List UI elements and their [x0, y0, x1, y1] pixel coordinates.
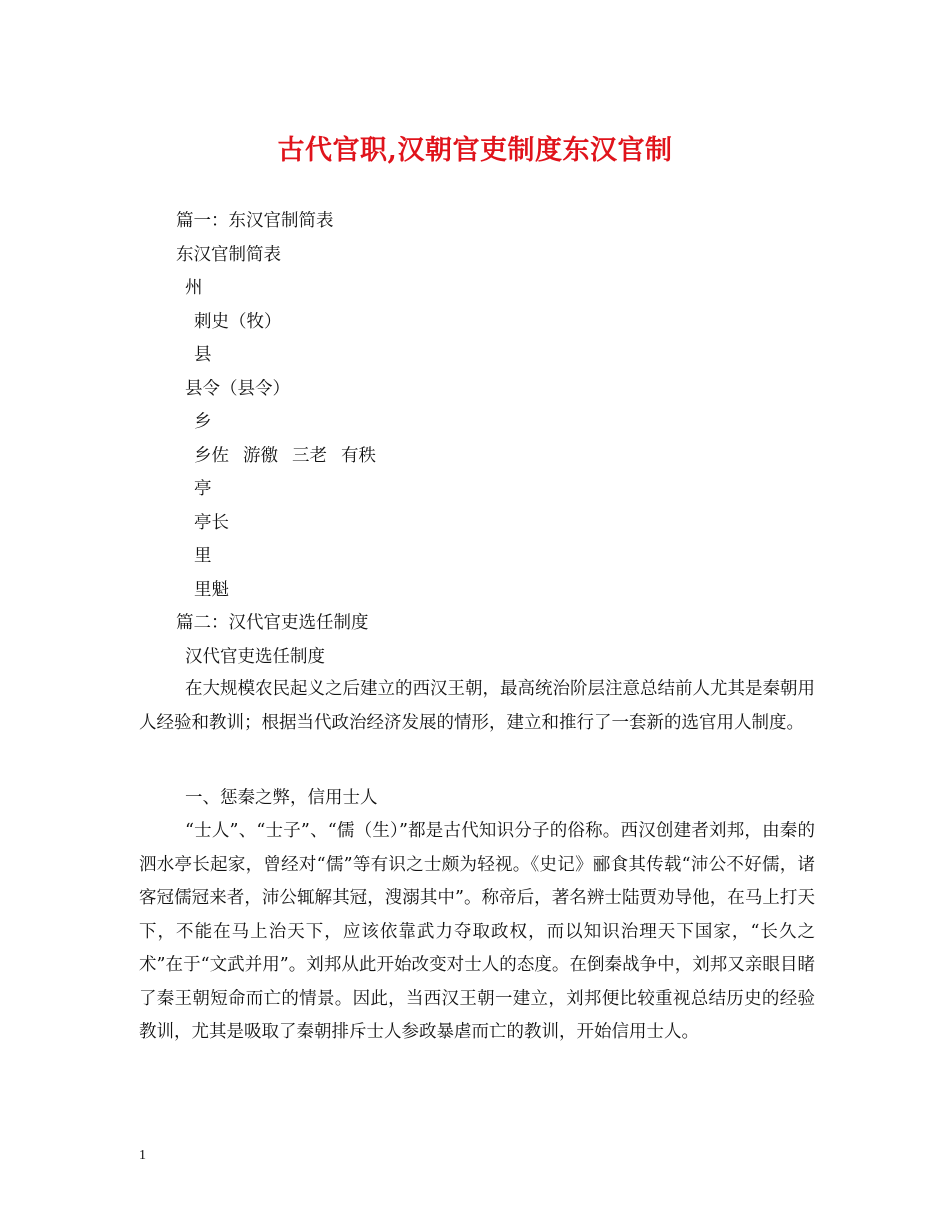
row-cishi: 刺史（牧） [194, 312, 282, 332]
section1-subheading: 东汉官制简表 [176, 245, 281, 265]
official-sanlao: 三老 [292, 446, 327, 466]
point1-body-paragraph: “士人”、“士子”、“儒（生）”都是古代知识分子的俗称。西汉创建者刘邦，由秦的泗水亭长起家，曾经对“儒”等有识之士颇为轻视。《史记》郦食其传载“沛公不好儒，诸客冠儒冠来者，沛公辄解其冠，溲溺其中”。称帝后，著名辨士陆贾劝导他，在马上打天下，不能在马上治天下，应该依靠武力夺取政权，而以知识治理天下国家，“长久之术”在于“文武并用”。刘邦从此开始改变对士人的态度。在倒秦战争中，刘邦又亲眼目睹了秦王朝短命而亡的情景。因此，当西汉王朝一建立，刘邦便比较重视总结历史的经验教训，尤其是吸取了秦朝排斥士人参政暴虐而亡的教训，开始信用士人。 [139, 821, 815, 1042]
official-youjiao: 游徼 [243, 446, 278, 466]
row-ting: 亭 [194, 479, 212, 499]
section1-heading: 篇一：东汉官制简表 [176, 211, 334, 231]
row-xiang: 乡 [194, 412, 212, 432]
row-tingzhang: 亭长 [194, 513, 229, 533]
section2-intro-paragraph: 在大规模农民起义之后建立的西汉王朝，最高统治阶层注意总结前人尤其是秦朝用人经验和教训；根据当代政治经济发展的情形，建立和推行了一套新的选官用人制度。 [139, 679, 815, 733]
page-number: 1 [139, 1148, 146, 1163]
row-xiang-officials [194, 444, 376, 468]
section2-heading: 篇二：汉代官吏选任制度 [176, 613, 369, 633]
row-li: 里 [194, 546, 212, 566]
row-likui: 里魁 [194, 580, 229, 600]
row-xian: 县 [194, 345, 212, 365]
official-xiangzuo: 乡佐 [194, 446, 229, 466]
section2-subheading: 汉代官吏选任制度 [185, 647, 325, 667]
official-youzhi: 有秩 [341, 446, 376, 466]
document-title: 古代官职,汉朝官吏制度东汉官制 [277, 135, 673, 166]
point1-heading: 一、惩秦之弊，信用士人 [185, 788, 378, 808]
row-zhou: 州 [185, 278, 203, 298]
row-xianling: 县令（县令） [185, 379, 290, 399]
